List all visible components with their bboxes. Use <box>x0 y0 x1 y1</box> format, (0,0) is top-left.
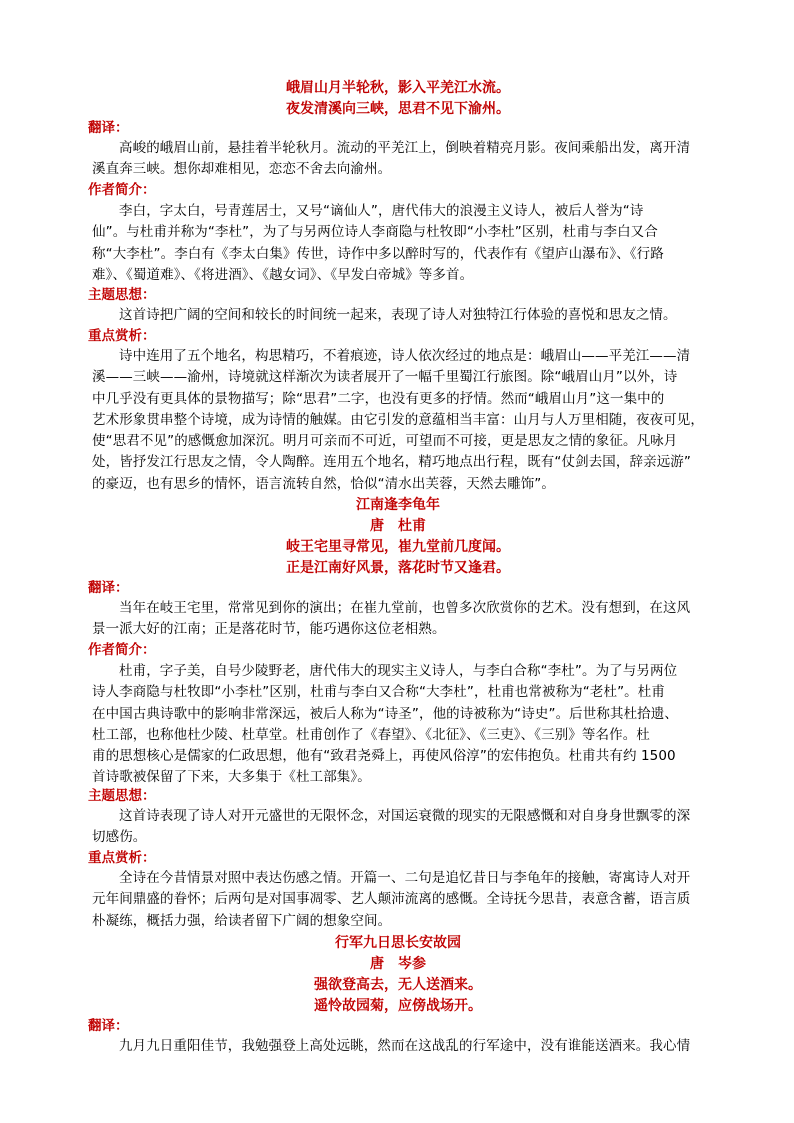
poem1-translation <box>92 138 712 181</box>
text-line: 溪直奔三峡。想你却难相见，恋恋不舍去向渝州。 <box>92 161 392 178</box>
poem2-author-line: 唐 杜甫 <box>370 518 426 534</box>
poem1-analysis <box>92 346 712 495</box>
text-line: 中几乎没有更具体的景物描写；除“思君”二字，也没有更多的抒情。然而“峨眉山月”这一集中的 <box>92 390 665 407</box>
poem2-translation <box>92 598 712 641</box>
text-line: 全诗在今昔情景对照中表达伤感之情。开篇一、二句是追忆昔日与李龟年的接触，寄寓诗人对开 <box>119 870 691 886</box>
text-line: 艺术形象贯串整个诗境，成为诗情的触媒。由它引发的意蕴相当丰富：山月与人万里相随，夜夜可见， <box>92 411 704 428</box>
poem2-author-bio <box>92 661 712 789</box>
text-line: 难》、《蜀道难》、《将进酒》、《越女词》、《早发白帝城》等多首。 <box>92 266 474 283</box>
text-line: 九月九日重阳佳节，我勉强登上高处远眺，然而在这战乱的行军途中，没有谁能送酒来。我心情 <box>119 1038 691 1054</box>
poem1-theme <box>92 305 712 326</box>
text-line: 这首诗表现了诗人对开元盛世的无限怀念，对国运衰微的现实的无限感慨和对自身身世飘零的深 <box>119 808 691 824</box>
poem1-author-label: 作者简介： <box>88 182 156 198</box>
poem2-author-label: 作者简介： <box>88 642 156 658</box>
poem3-title: 行军九日思长安故园 <box>335 935 461 951</box>
text-line: 仙”。与杜甫并称为“李杜”，为了与另两位诗人李商隐与杜牧即“小李杜”区别，杜甫与李白又合 <box>92 224 658 241</box>
text-line: 李白，字太白，号青莲居士，又号“谪仙人”，唐代伟大的浪漫主义诗人，被后人誉为“诗 <box>119 203 644 219</box>
poem2-line1: 岐王宅里寻常见，崔九堂前几度闻。 <box>286 539 510 555</box>
poem2-theme <box>92 806 712 849</box>
text-line: 杜甫，字子美，自号少陵野老，唐代伟大的现实主义诗人，与李白合称“李杜”。为了与另两位 <box>119 663 678 679</box>
text-line: 溪——三峡——渝州，诗境就这样渐次为读者展开了一幅千里蜀江行旅图。除“峨眉山月”以外，诗 <box>92 369 678 386</box>
poem1-author-bio <box>92 201 712 286</box>
poem2-translation-label: 翻译： <box>88 580 129 596</box>
poem3-line2: 遥怜故园菊，应傍战场开。 <box>314 998 482 1014</box>
poem1-analysis-label: 重点赏析： <box>88 328 156 344</box>
text-line: 诗人李商隐与杜牧即“小李杜”区别，杜甫与李白又合称“大李杜”，杜甫也常被称为“老杜”。杜甫 <box>92 684 665 701</box>
poem1-theme-label: 主题思想： <box>88 287 156 303</box>
text-line: 使“思君不见”的感慨愈加深沉。明月可亲而不可近，可望而不可接，更是思友之情的象征。凡咏月 <box>92 433 678 450</box>
poem3-line1: 强欲登高去，无人送酒来。 <box>314 977 482 993</box>
text-line: 杜工部，也称他杜少陵、杜草堂。杜甫创作了《春望》、《北征》、《三吏》、《三别》等名作。杜 <box>92 726 650 743</box>
text-line: 首诗歌被保留了下来，大多集于《杜工部集》。 <box>92 769 371 786</box>
text-line: 称“大李杜”。李白有《李太白集》传世，诗作中多以醉时写的，代表作有《望庐山瀑布》、《行路 <box>92 245 664 262</box>
text-line: 朴凝练，概括力强，给读者留下广阔的想象空间。 <box>92 912 392 929</box>
poem2-theme-label: 主题思想： <box>88 788 156 804</box>
poem3-translation-label: 翻译： <box>88 1018 129 1034</box>
poem3-translation <box>92 1036 712 1057</box>
poem2-analysis <box>92 868 712 932</box>
text-line: 当年在岐王宅里，常常见到你的演出；在崔九堂前，也曾多次欣赏你的艺术。没有想到，在这风 <box>119 600 691 616</box>
poem1-line2: 夜发清溪向三峡，思君不见下渝州。 <box>286 101 510 117</box>
text-line: 处，皆抒发江行思友之情，令人陶醉。连用五个地名，精巧地点出行程，既有“仗剑去国，辞亲远游” <box>92 454 691 471</box>
text-line: 的豪迈，也有思乡的情怀，语言流转自然，恰似“清水出芙蓉，天然去雕饰”。 <box>92 475 555 492</box>
text-line: 景一派大好的江南；正是落花时节，能巧遇你这位老相熟。 <box>92 621 446 638</box>
poem2-line2: 正是江南好风景，落花时节又逢君。 <box>286 560 510 576</box>
text-line: 在中国古典诗歌中的影响非常深远，被后人称为“诗圣”，他的诗被称为“诗史”。后世称其杜拾遗、 <box>92 705 678 722</box>
poem2-title: 江南逢李龟年 <box>356 497 440 513</box>
poem2-analysis-label: 重点赏析： <box>88 850 156 866</box>
text-line: 切感伤。 <box>92 829 147 846</box>
text-line: 元年间鼎盛的眷怀；后两句是对国事凋零、艺人颠沛流离的感慨。全诗抚今思昔，表意含蓄，语言质 <box>92 891 691 908</box>
text-line: 甫的思想核心是儒家的仁政思想，他有“致君尧舜上，再使风俗淳”的宏伟抱负。杜甫共有约 1500 <box>92 748 676 765</box>
poem1-translation-label: 翻译： <box>88 120 129 136</box>
text-line: 高峻的峨眉山前，悬挂着半轮秋月。流动的平羌江上，倒映着精亮月影。夜间乘船出发，离开清 <box>119 140 691 156</box>
text-line: 诗中连用了五个地名，构思精巧，不着痕迹，诗人依次经过的地点是：峨眉山——平羌江——清 <box>119 348 691 364</box>
poem1-line1: 峨眉山月半轮秋，影入平羌江水流。 <box>286 80 510 96</box>
poem3-author-line: 唐 岑参 <box>370 956 426 972</box>
text-line: 这首诗把广阔的空间和较长的时间统一起来，表现了诗人对独特江行体验的喜悦和思友之情。 <box>119 307 677 323</box>
